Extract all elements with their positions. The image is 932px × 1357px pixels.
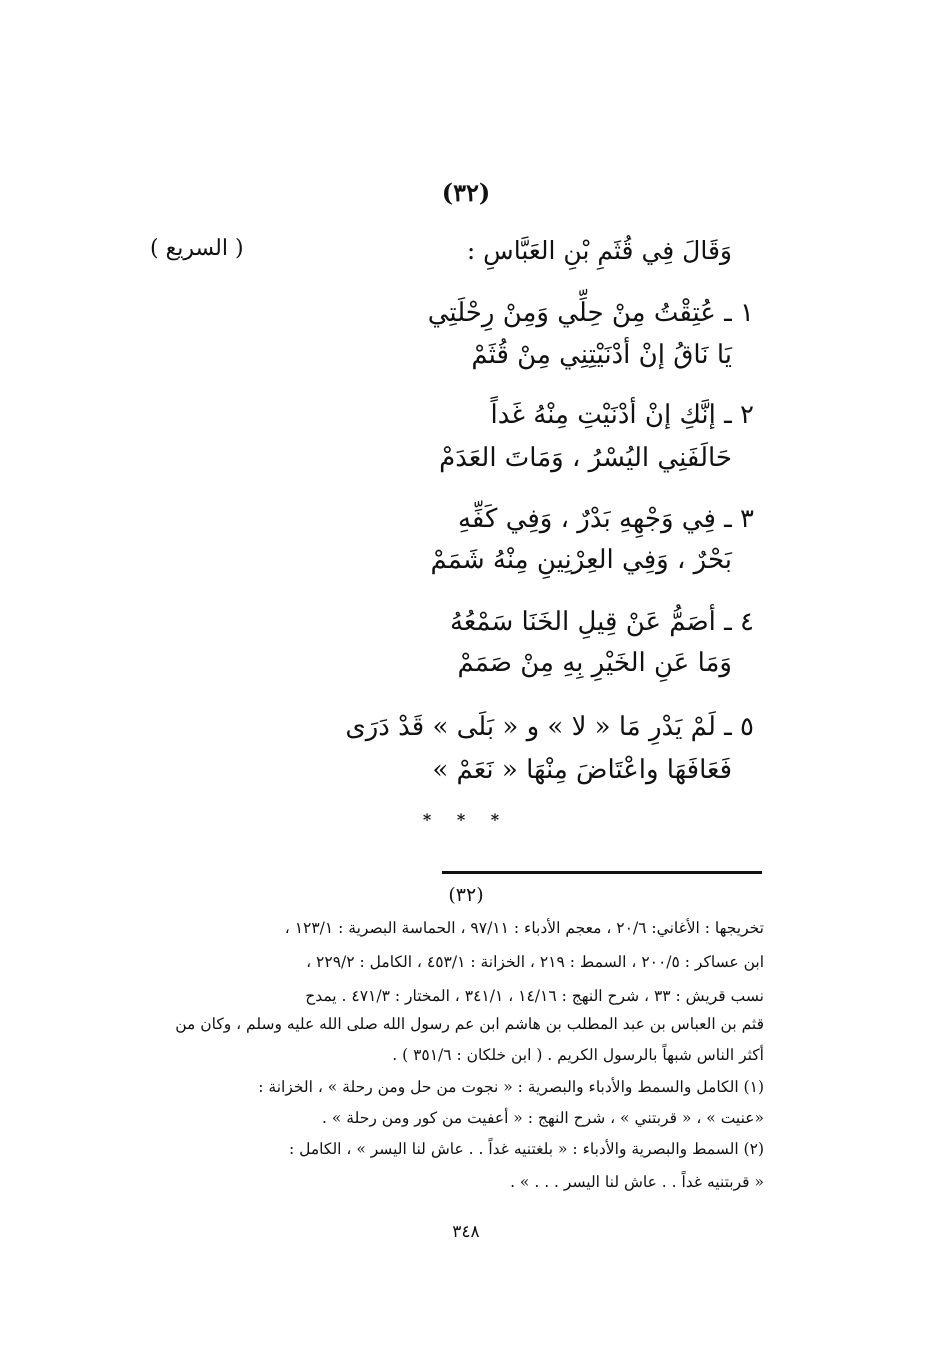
- footnote-line-9: « قربتنيه غداً . . عاش لنا اليسر . . . » .: [510, 1173, 764, 1191]
- verse-2-second-hemistich: حَالَفَنِي اليُسْرُ ، وَمَاتَ العَدَمْ: [439, 443, 732, 473]
- footnote-divider: [442, 871, 762, 874]
- page-number: ٣٤٨: [452, 1222, 480, 1242]
- verse-2-first-hemistich: ٢ ـ إنَّكِ إنْ أدْنَيْتِ مِنْهُ غَداً: [490, 400, 754, 430]
- verse-4-first-hemistich: ٤ ـ أصَمُّ عَنْ قِيلِ الخَنَا سَمْعُهُ: [449, 607, 754, 637]
- poem-meter: ( السريع ): [150, 236, 244, 261]
- verse-3-second-hemistich: بَحْرٌ ، وَفِي العِرْنِينِ مِنْهُ شَمَمْ: [430, 545, 732, 575]
- verse-1-first-hemistich: ١ ـ عُتِقْتُ مِنْ حِلِّي وَمِنْ رِحْلَتِي: [427, 298, 754, 328]
- verse-3-first-hemistich: ٣ ـ فِي وَجْهِهِ بَدْرٌ ، وَفِي كَفِّهِ: [457, 504, 754, 534]
- footnote-line-5: أكثر الناس شبهاً بالرسول الكريم . ( ابن خلكان : ٣٥١/٦ ) .: [392, 1046, 764, 1064]
- footnote-number: (٣٢): [448, 884, 484, 906]
- poem-intro: وَقَالَ فِي قُثَمِ بْنِ العَبَّاسِ :: [466, 236, 732, 265]
- footnote-line-3: نسب قريش : ٣٣ ، شرح النهج : ١٤/١٦ ، ٣٤١/١ ، المختار : ٤٧١/٣ . يمدح: [305, 987, 764, 1005]
- verse-4-second-hemistich: وَمَا عَنِ الخَيْرِ بِهِ مِنْ صَمَمْ: [457, 648, 732, 678]
- verse-5-second-hemistich: فَعَافَهَا واعْتَاضَ مِنْهَا « نَعَمْ »: [432, 755, 732, 785]
- footnote-line-2: ابن عساكر : ٢٠٠/٥ ، السمط : ٢١٩ ، الخزانة : ٤٥٣/١ ، الكامل : ٢٢٩/٢ ،: [306, 953, 764, 971]
- verse-5-first-hemistich: ٥ ـ لَمْ يَدْرِ مَا « لا » و « بَلَى » قَدْ دَرَى: [345, 712, 754, 742]
- poem-number: (٣٢): [441, 178, 491, 207]
- footnote-line-6: (١) الكامل والسمط والأدباء والبصرية : « نجوت من حل ومن رحلة » ، الخزانة :: [258, 1078, 764, 1096]
- section-separator: * * *: [422, 810, 510, 829]
- footnote-line-1: تخريجها : الأغاني: ٢٠/٦ ، معجم الأدباء : ٩٧/١١ ، الحماسة البصرية : ١٢٣/١ ،: [284, 919, 764, 937]
- footnote-line-4: قثم بن العباس بن عبد المطلب بن هاشم ابن عم رسول الله صلى الله عليه وسلم ، وكان من: [175, 1015, 764, 1033]
- footnote-line-7: «عنيت » ، « قربتني » ، شرح النهج : « أعفيت من كور ومن رحلة » .: [322, 1109, 764, 1127]
- footnote-line-8: (٢) السمط والبصرية والأدباء : « بلغتنيه غداً . . عاش لنا اليسر » ، الكامل :: [288, 1140, 764, 1158]
- verse-1-second-hemistich: يَا نَاقُ إنْ أدْنَيْتِنِي مِنْ قُثَمْ: [471, 340, 732, 370]
